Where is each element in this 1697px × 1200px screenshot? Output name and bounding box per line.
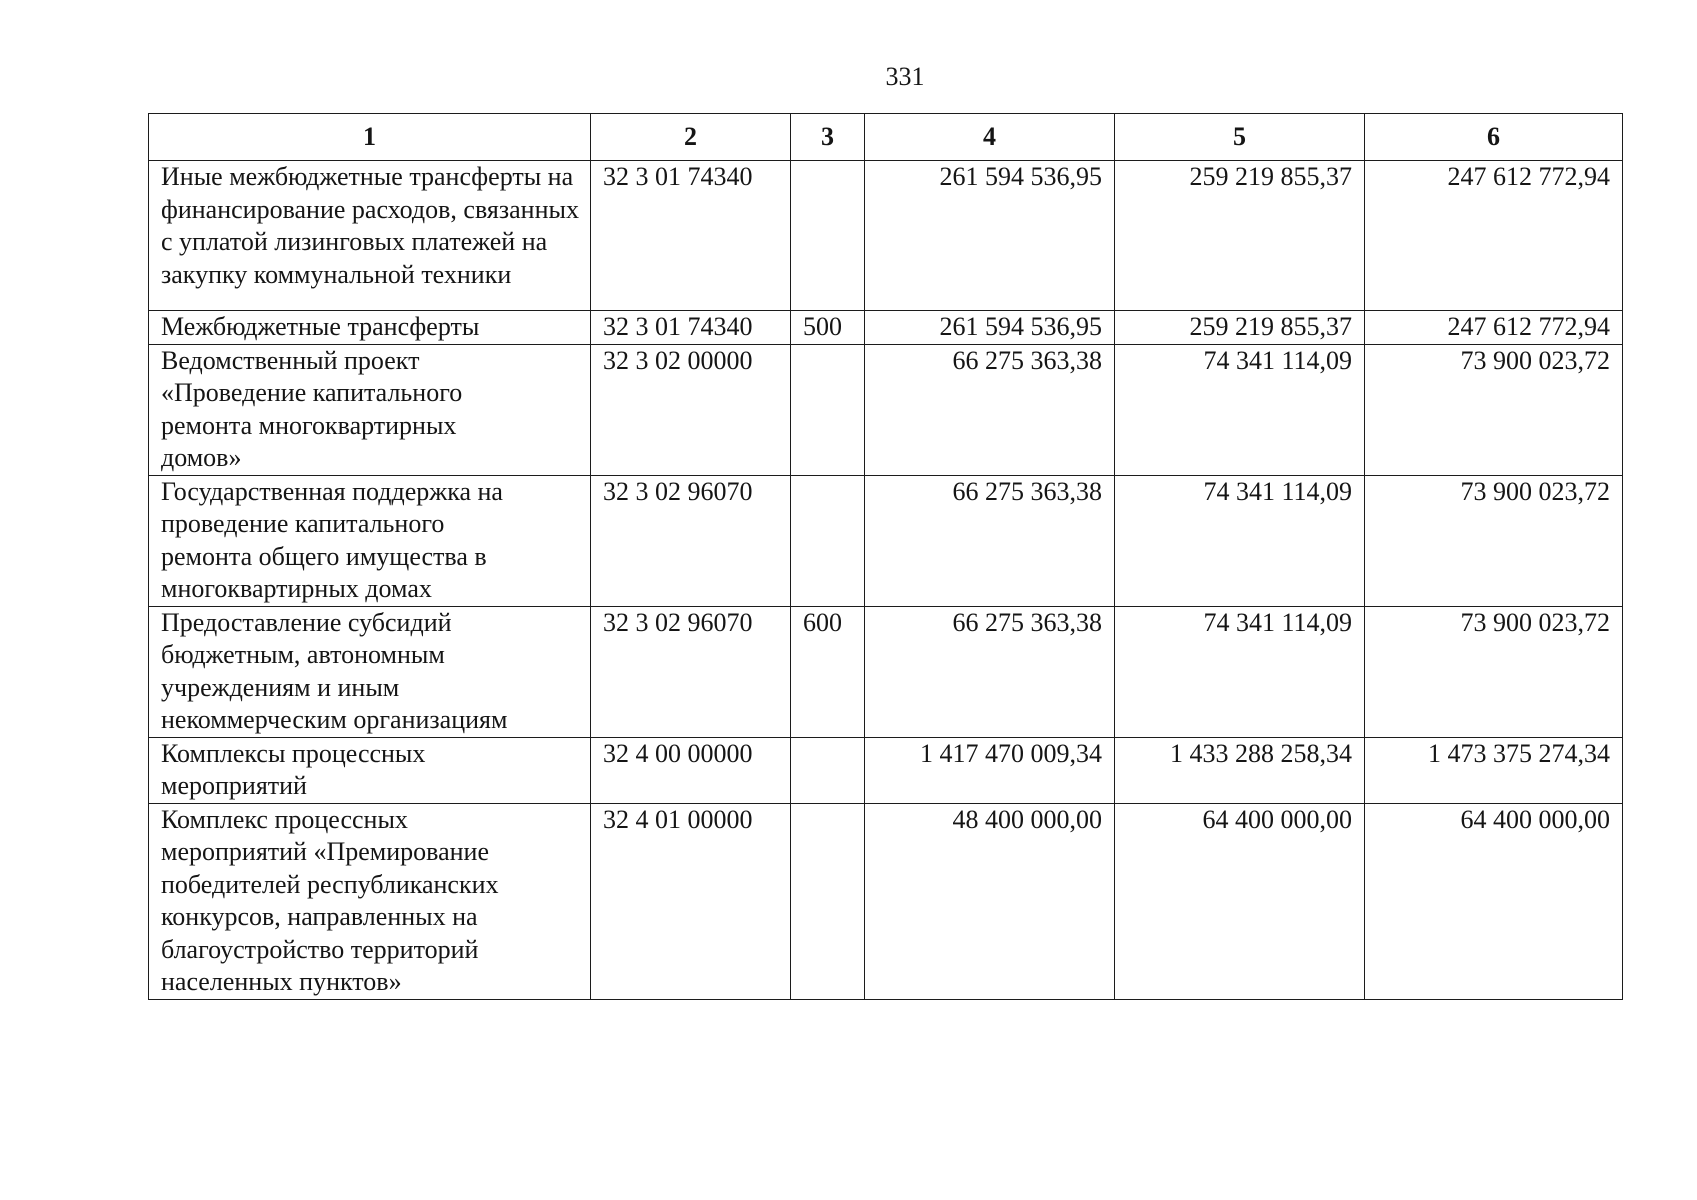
table-header-row — [149, 114, 1623, 161]
column-header-4: 4 — [865, 114, 1115, 161]
row-expense-type: 500 — [791, 311, 865, 345]
table-row — [149, 803, 1623, 999]
row-amount-year-2: 259 219 855,37 — [1115, 311, 1365, 345]
row-name: Иные межбюджетные трансферты на финансирование расходов, связанных с уплатой лизинговых платежей на закупку коммунальной техники — [149, 161, 591, 311]
row-amount-year-1: 261 594 536,95 — [865, 161, 1115, 311]
row-amount-year-2: 74 341 114,09 — [1115, 475, 1365, 606]
row-amount-year-1: 1 417 470 009,34 — [865, 737, 1115, 803]
row-name: Государственная поддержка на проведение капитального ремонта общего имущества в многоквартирных домах — [149, 475, 591, 606]
table-row — [149, 606, 1623, 737]
row-code: 32 3 02 96070 — [591, 606, 791, 737]
row-amount-year-3: 64 400 000,00 — [1365, 803, 1623, 999]
row-amount-year-1: 66 275 363,38 — [865, 344, 1115, 475]
row-code: 32 3 01 74340 — [591, 161, 791, 311]
row-expense-type — [791, 737, 865, 803]
row-amount-year-3: 247 612 772,94 — [1365, 161, 1623, 311]
page-number: 331 — [885, 62, 925, 91]
row-amount-year-3: 247 612 772,94 — [1365, 311, 1623, 345]
row-expense-type — [791, 475, 865, 606]
row-amount-year-1: 48 400 000,00 — [865, 803, 1115, 999]
row-name: Межбюджетные трансферты — [149, 311, 591, 345]
column-header-2: 2 — [591, 114, 791, 161]
table-row — [149, 311, 1623, 345]
column-header-6: 6 — [1365, 114, 1623, 161]
row-amount-year-3: 73 900 023,72 — [1365, 606, 1623, 737]
row-expense-type: 600 — [791, 606, 865, 737]
column-header-1: 1 — [149, 114, 591, 161]
table-row — [149, 737, 1623, 803]
table-row — [149, 475, 1623, 606]
row-expense-type — [791, 161, 865, 311]
row-amount-year-3: 73 900 023,72 — [1365, 344, 1623, 475]
row-amount-year-3: 1 473 375 274,34 — [1365, 737, 1623, 803]
table-row — [149, 344, 1623, 475]
row-amount-year-1: 261 594 536,95 — [865, 311, 1115, 345]
row-amount-year-2: 1 433 288 258,34 — [1115, 737, 1365, 803]
row-expense-type — [791, 344, 865, 475]
table-row — [149, 161, 1623, 311]
column-header-5: 5 — [1115, 114, 1365, 161]
row-amount-year-1: 66 275 363,38 — [865, 475, 1115, 606]
row-name: Ведомственный проект «Проведение капитального ремонта многоквартирных домов» — [149, 344, 591, 475]
row-amount-year-2: 74 341 114,09 — [1115, 606, 1365, 737]
row-amount-year-2: 74 341 114,09 — [1115, 344, 1365, 475]
row-amount-year-1: 66 275 363,38 — [865, 606, 1115, 737]
row-amount-year-3: 73 900 023,72 — [1365, 475, 1623, 606]
column-header-3: 3 — [791, 114, 865, 161]
row-name: Предоставление субсидий бюджетным, автономным учреждениям и иным некоммерческим организациям — [149, 606, 591, 737]
budget-table — [148, 113, 1623, 1000]
row-name: Комплекс процессных мероприятий «Премирование победителей республиканских конкурсов, направленных на благоустройство территорий населенных пунктов» — [149, 803, 591, 999]
row-expense-type — [791, 803, 865, 999]
row-amount-year-2: 64 400 000,00 — [1115, 803, 1365, 999]
row-code: 32 3 01 74340 — [591, 311, 791, 345]
row-code: 32 4 00 00000 — [591, 737, 791, 803]
row-amount-year-2: 259 219 855,37 — [1115, 161, 1365, 311]
row-code: 32 3 02 96070 — [591, 475, 791, 606]
row-code: 32 3 02 00000 — [591, 344, 791, 475]
row-name: Комплексы процессных мероприятий — [149, 737, 591, 803]
row-code: 32 4 01 00000 — [591, 803, 791, 999]
